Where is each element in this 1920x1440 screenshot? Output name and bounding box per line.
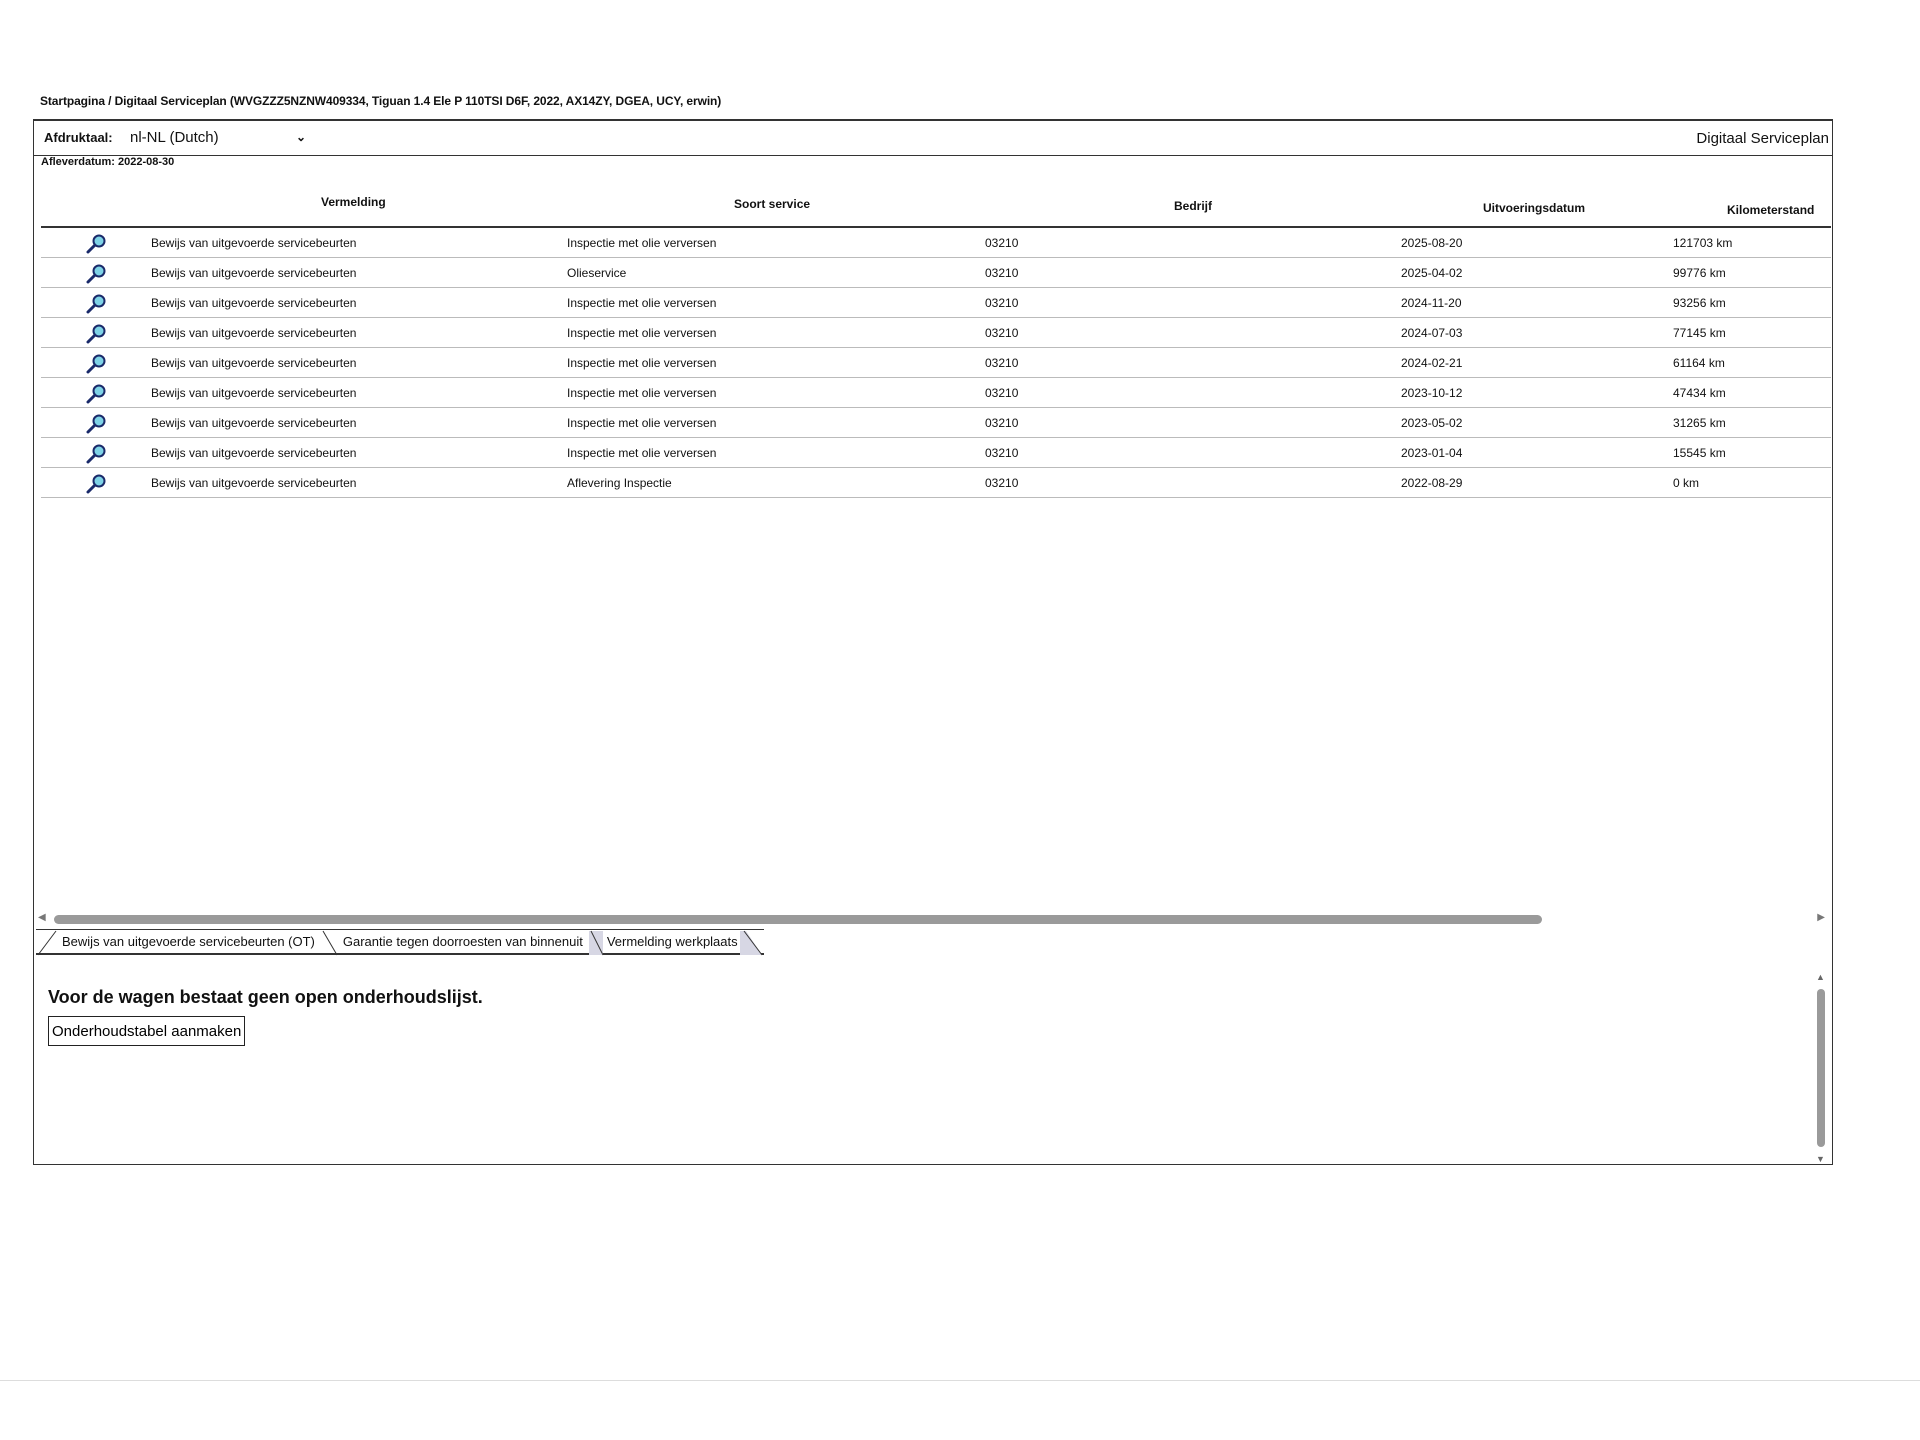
cell-mileage: 47434 km (1673, 386, 1726, 400)
cell-company: 03210 (985, 296, 1019, 310)
magnifier-icon[interactable] (85, 443, 107, 465)
magnifier-icon[interactable] (85, 263, 107, 285)
cell-entry: Bewijs van uitgevoerde servicebeurten (151, 266, 357, 280)
cell-entry: Bewijs van uitgevoerde servicebeurten (151, 326, 357, 340)
cell-service-type: Aflevering Inspectie (567, 476, 672, 490)
tab-slant-icon (740, 929, 764, 956)
language-label: Afdruktaal: (44, 130, 113, 145)
cell-mileage: 93256 km (1673, 296, 1726, 310)
horizontal-scrollbar[interactable] (34, 911, 1831, 927)
tab-strip (36, 929, 764, 957)
cell-company: 03210 (985, 416, 1019, 430)
cell-mileage: 77145 km (1673, 326, 1726, 340)
create-maintenance-table-button[interactable]: Onderhoudstabel aanmaken (48, 1016, 245, 1046)
table-row[interactable] (41, 348, 1831, 378)
cell-date: 2024-02-21 (1401, 356, 1463, 370)
cell-mileage: 15545 km (1673, 446, 1726, 460)
cell-mileage: 99776 km (1673, 266, 1726, 280)
cell-entry: Bewijs van uitgevoerde servicebeurten (151, 356, 357, 370)
cell-date: 2024-07-03 (1401, 326, 1463, 340)
table-row[interactable] (41, 438, 1831, 468)
column-header-entry[interactable]: Vermelding (321, 195, 386, 209)
scroll-right-icon[interactable]: ▶ (1817, 912, 1825, 923)
cell-mileage: 121703 km (1673, 236, 1733, 250)
tab-slant-icon (321, 929, 343, 956)
cell-entry: Bewijs van uitgevoerde servicebeurten (151, 446, 357, 460)
app-title: Digitaal Serviceplan (1696, 130, 1829, 147)
magnifier-icon[interactable] (85, 383, 107, 405)
page-divider (0, 1380, 1920, 1381)
magnifier-icon[interactable] (85, 323, 107, 345)
cell-entry: Bewijs van uitgevoerde servicebeurten (151, 416, 357, 430)
scroll-left-icon[interactable]: ◀ (38, 912, 46, 923)
top-bar (34, 120, 1832, 156)
cell-entry: Bewijs van uitgevoerde servicebeurten (151, 296, 357, 310)
cell-date: 2024-11-20 (1401, 296, 1462, 310)
cell-service-type: Inspectie met olie verversen (567, 416, 717, 430)
cell-date: 2023-01-04 (1401, 446, 1463, 460)
vertical-scrollbar[interactable] (1814, 972, 1828, 1164)
cell-company: 03210 (985, 266, 1019, 280)
horizontal-scroll-thumb[interactable] (54, 915, 1542, 924)
tab-slant-icon (589, 929, 607, 956)
tab-service-proof[interactable] (36, 929, 321, 955)
cell-mileage: 31265 km (1673, 416, 1726, 430)
magnifier-icon[interactable] (85, 473, 107, 495)
cell-service-type: Inspectie met olie verversen (567, 356, 717, 370)
tab-label: Garantie tegen doorroesten van binnenuit (342, 934, 583, 949)
cell-service-type: Inspectie met olie verversen (567, 446, 717, 460)
service-table (41, 178, 1831, 498)
table-row[interactable] (41, 288, 1831, 318)
tab-rust-warranty[interactable] (321, 929, 589, 955)
table-body (41, 228, 1831, 498)
maintenance-notice: Voor de wagen bestaat geen open onderhoudslijst. (48, 987, 483, 1007)
service-plan-panel (33, 119, 1833, 1165)
vertical-scroll-thumb[interactable] (1817, 989, 1825, 1147)
tab-workshop-note[interactable] (589, 929, 764, 955)
cell-date: 2022-08-29 (1401, 476, 1463, 490)
magnifier-icon[interactable] (85, 413, 107, 435)
table-row[interactable] (41, 318, 1831, 348)
column-header-service-type[interactable]: Soort service (734, 197, 811, 211)
magnifier-icon[interactable] (85, 353, 107, 375)
cell-service-type: Inspectie met olie verversen (567, 386, 717, 400)
cell-entry: Bewijs van uitgevoerde servicebeurten (151, 236, 357, 250)
table-row[interactable] (41, 408, 1831, 438)
cell-date: 2025-04-02 (1401, 266, 1463, 280)
magnifier-icon[interactable] (85, 293, 107, 315)
cell-date: 2025-08-20 (1401, 236, 1463, 250)
cell-company: 03210 (985, 386, 1019, 400)
delivery-date: Afleverdatum: 2022-08-30 (41, 156, 175, 168)
cell-company: 03210 (985, 356, 1019, 370)
tab-slant-icon (36, 929, 58, 956)
column-header-date[interactable]: Uitvoeringsdatum (1483, 201, 1586, 215)
chevron-down-icon: ⌄ (295, 130, 306, 144)
tab-label: Bewijs van uitgevoerde servicebeurten (OT) (62, 934, 315, 949)
cell-mileage: 0 km (1673, 476, 1700, 490)
cell-company: 03210 (985, 236, 1019, 250)
table-row[interactable] (41, 258, 1831, 288)
language-select[interactable] (126, 125, 312, 149)
table-row[interactable] (41, 378, 1831, 408)
scroll-up-icon[interactable]: ▲ (1816, 972, 1825, 982)
table-row[interactable] (41, 468, 1831, 498)
column-header-mileage[interactable]: Kilometerstand (1727, 203, 1815, 217)
cell-date: 2023-05-02 (1401, 416, 1463, 430)
tab-label: Vermelding werkplaats (606, 934, 738, 949)
cell-date: 2023-10-12 (1401, 386, 1463, 400)
cell-company: 03210 (985, 476, 1019, 490)
breadcrumb: Startpagina / Digitaal Serviceplan (WVGZZZ5NZNW409334, Tiguan 1.4 Ele P 110TSI D6F, 2022, AX14ZY, DGEA, UCY, erwin) (40, 94, 722, 108)
language-select-value: nl-NL (Dutch) (130, 128, 219, 146)
cell-company: 03210 (985, 446, 1019, 460)
magnifier-icon[interactable] (85, 233, 107, 255)
cell-service-type: Inspectie met olie verversen (567, 296, 717, 310)
cell-service-type: Olieservice (567, 266, 627, 280)
scroll-down-icon[interactable]: ▼ (1816, 1154, 1825, 1164)
table-header (41, 178, 1831, 228)
cell-company: 03210 (985, 326, 1019, 340)
column-header-company[interactable]: Bedrijf (1174, 199, 1213, 213)
table-row[interactable] (41, 228, 1831, 258)
cell-mileage: 61164 km (1673, 356, 1725, 370)
cell-entry: Bewijs van uitgevoerde servicebeurten (151, 386, 357, 400)
cell-service-type: Inspectie met olie verversen (567, 236, 717, 250)
cell-entry: Bewijs van uitgevoerde servicebeurten (151, 476, 357, 490)
cell-service-type: Inspectie met olie verversen (567, 326, 717, 340)
